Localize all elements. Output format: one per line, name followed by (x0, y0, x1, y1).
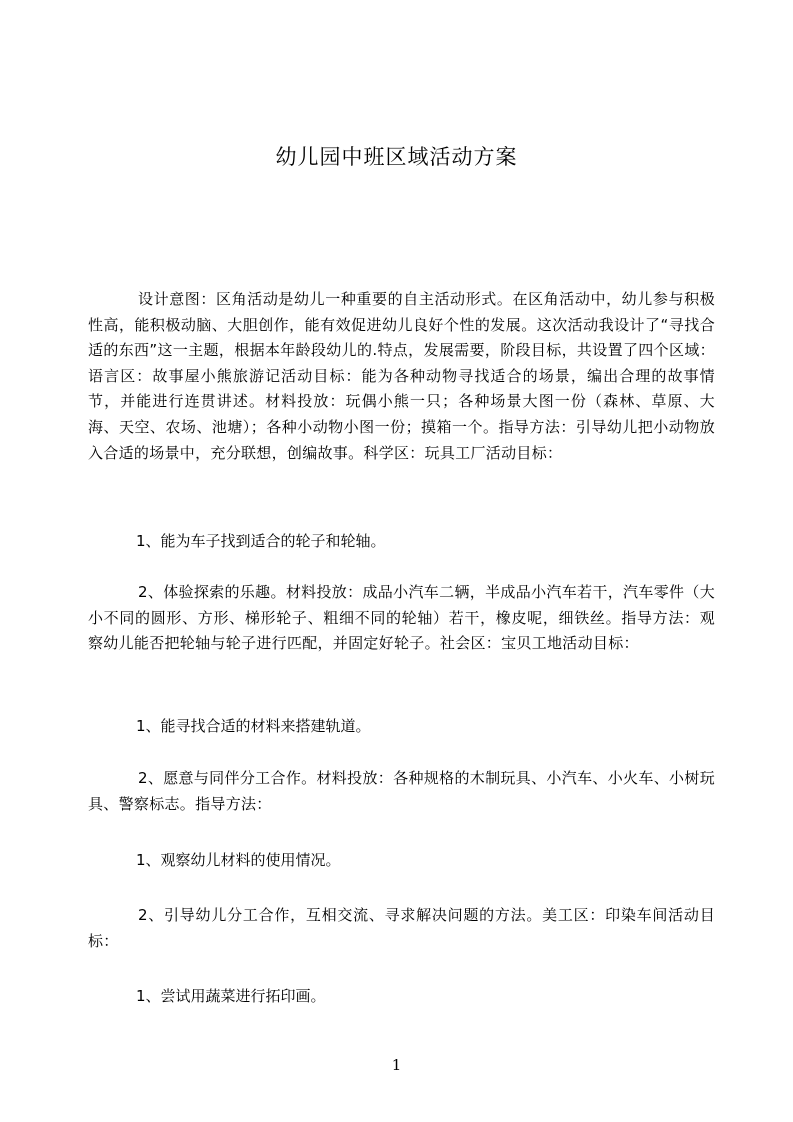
paragraph-science-goal-2: 2、体验探索的乐趣。材料投放：成品小汽车二辆，半成品小汽车若干，汽车零件（大小不同的圆形、方形、梯形轮子、粗细不同的轮轴）若干，橡皮呢，细铁丝。指导方法：观察幼儿能否把轮轴与轮子进行匹配，并固定好轮子。社会区：宝贝工地活动目标： (88, 583, 715, 653)
paragraph-design-intent: 设计意图：区角活动是幼儿一种重要的自主活动形式。在区角活动中，幼儿参与积极性高，能积极动脑、大胆创作，能有效促进幼儿良好个性的发展。这次活动我设计了“寻找合适的东西”这一主题，根据本年龄段幼儿的.特点，发展需要，阶段目标，共设置了四个区域：语言区：故事屋小熊旅游记活动目标：能为各种动物寻找适合的场景，编出合理的故事情节，并能进行连贯讲述。材料投放：玩偶小熊一只；各种场景大图一份（森林、草原、大海、天空、农场、池塘）；各种小动物小图一份；摸箱一个。指导方法：引导幼儿把小动物放入合适的场景中，充分联想，创编故事。科学区：玩具工厂活动目标： (88, 290, 715, 462)
paragraph-social-goal-2: 2、愿意与同伴分工合作。材料投放：各种规格的木制玩具、小汽车、小火车、小树玩具、警察标志。指导方法： (88, 769, 715, 813)
paragraph-guidance-2: 2、引导幼儿分工合作，互相交流、寻求解决问题的方法。美工区：印染车间活动目标： (88, 906, 715, 950)
document-title: 幼儿园中班区域活动方案 (275, 145, 518, 169)
list-item-guidance-1: 1、观察幼儿材料的使用情况。 (136, 851, 341, 869)
list-item-social-goal-1: 1、能寻找合适的材料来搭建轨道。 (136, 717, 371, 735)
list-item-art-goal-1: 1、尝试用蔬菜进行拓印画。 (136, 987, 326, 1005)
list-item-science-goal-1: 1、能为车子找到适合的轮子和轮轴。 (136, 532, 386, 550)
page-number: 1 (391, 1056, 402, 1074)
